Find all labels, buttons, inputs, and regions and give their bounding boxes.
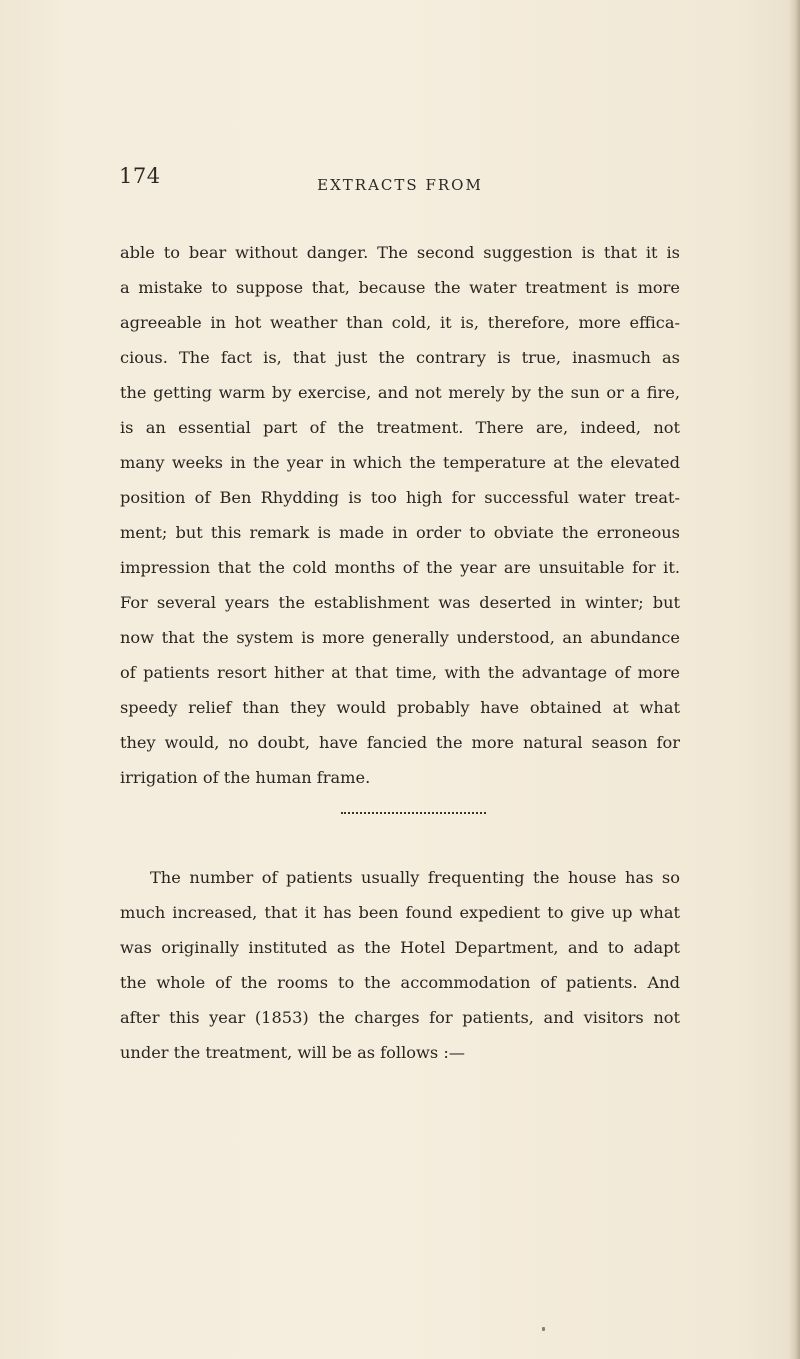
page-edge-shadow xyxy=(788,0,800,1359)
text-line: now that the system is more generally understood, an abundance xyxy=(120,628,680,647)
text-line: impression that the cold months of the year are unsuitable for it. xyxy=(120,558,680,577)
paragraph-2 xyxy=(120,860,680,1070)
text-line: much increased, that it has been found expedient to give up what xyxy=(120,903,680,922)
text-line: agreeable in hot weather than cold, it is, therefore, more effica- xyxy=(120,313,680,332)
text-line: a mistake to suppose that, because the water treatment is more xyxy=(120,278,680,297)
paper-speck xyxy=(542,1327,545,1331)
text-line: irrigation of the human frame. xyxy=(120,768,371,787)
text-line: they would, no doubt, have fancied the more natural season for xyxy=(120,733,680,752)
text-line: cious. The fact is, that just the contrary is true, inasmuch as xyxy=(120,348,680,367)
dotted-separator xyxy=(341,812,486,814)
paragraph-1 xyxy=(120,235,680,795)
text-line: the whole of the rooms to the accommodation of patients. And xyxy=(120,973,680,992)
text-line: after this year (1853) the charges for patients, and visitors not xyxy=(120,1008,680,1027)
text-line: of patients resort hither at that time, with the advantage of more xyxy=(120,663,680,682)
text-line: position of Ben Rhydding is too high for successful water treat- xyxy=(120,488,680,507)
text-line: was originally instituted as the Hotel Department, and to adapt xyxy=(120,938,680,957)
running-head: EXTRACTS FROM xyxy=(317,176,483,194)
text-line: is an essential part of the treatment. There are, indeed, not xyxy=(120,418,680,437)
text-line: The number of patients usually frequenting the house has so xyxy=(150,868,680,887)
text-line: ment; but this remark is made in order to obviate the erroneous xyxy=(120,523,680,542)
text-line: the getting warm by exercise, and not merely by the sun or a fire, xyxy=(120,383,680,402)
text-line: able to bear without danger. The second suggestion is that it is xyxy=(120,243,680,262)
text-line: speedy relief than they would probably have obtained at what xyxy=(120,698,680,717)
text-line: For several years the establishment was deserted in winter; but xyxy=(120,593,680,612)
page-number: 174 xyxy=(119,164,161,188)
text-line: many weeks in the year in which the temperature at the elevated xyxy=(120,453,680,472)
text-line: under the treatment, will be as follows :— xyxy=(120,1043,465,1062)
